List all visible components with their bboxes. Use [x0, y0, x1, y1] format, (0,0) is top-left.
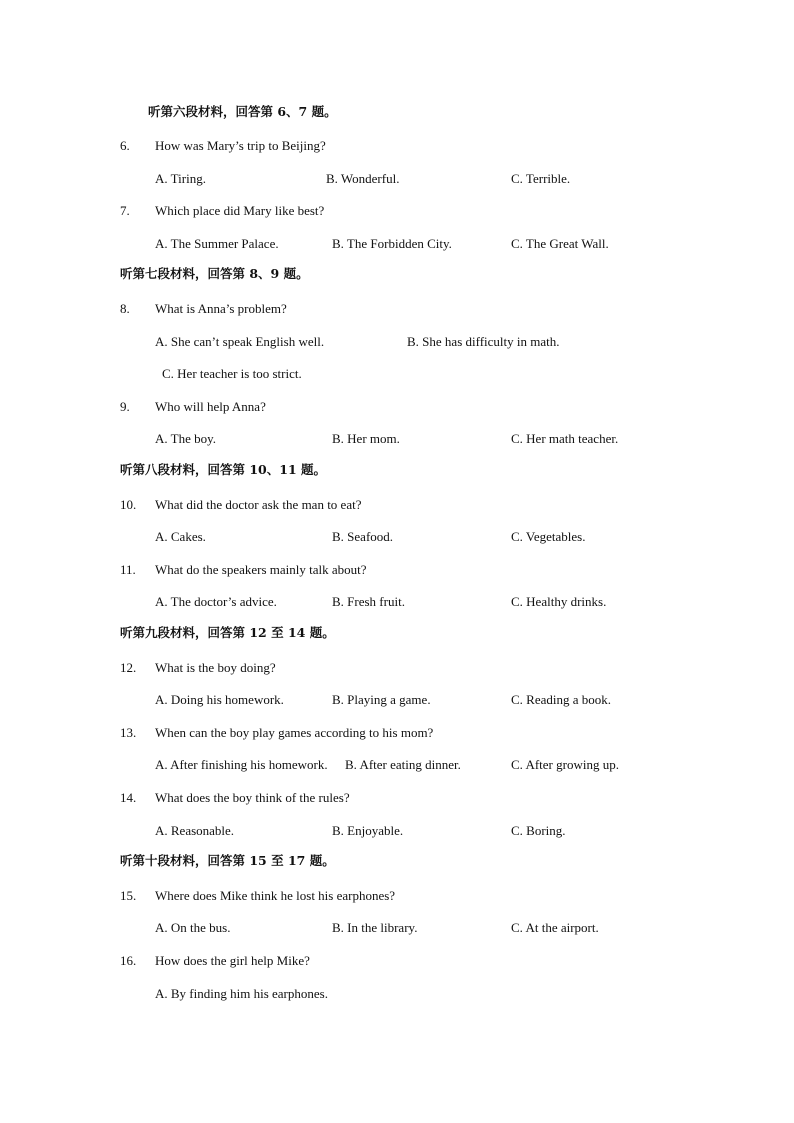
question-number: 6.	[120, 138, 130, 153]
question-number: 8.	[120, 301, 130, 316]
option-b: B. The Forbidden City.	[332, 236, 452, 251]
question-number: 13.	[120, 725, 137, 740]
question-text: What is the boy doing?	[155, 660, 276, 675]
option-c: C. Her math teacher.	[511, 431, 619, 446]
question-number: 16.	[120, 953, 137, 968]
option-b: B. Enjoyable.	[332, 823, 404, 838]
option-b: B. Playing a game.	[332, 692, 431, 707]
option-c: C. Boring.	[511, 823, 566, 838]
section-heading-8: 听第八段材料，回答第 10、11 题。	[120, 462, 326, 477]
option-c: C. Reading a book.	[511, 692, 612, 707]
option-c: C. Terrible.	[511, 171, 571, 186]
option-a: A. After finishing his homework.	[155, 757, 328, 772]
option-a: A. The doctor’s advice.	[155, 594, 277, 609]
question-text: Who will help Anna?	[155, 399, 266, 414]
option-a: A. Reasonable.	[155, 823, 235, 838]
option-b: B. In the library.	[332, 920, 418, 935]
option-a: A. On the bus.	[155, 920, 231, 935]
option-c: C. Healthy drinks.	[511, 594, 607, 609]
section-heading-9: 听第九段材料，回答第 12 至 14 题。	[120, 625, 335, 640]
question-text: What is Anna’s problem?	[155, 301, 287, 316]
question-number: 14.	[120, 790, 137, 805]
question-number: 15.	[120, 888, 137, 903]
question-text: What do the speakers mainly talk about?	[155, 562, 367, 577]
option-a: A. By finding him his earphones.	[155, 986, 328, 1001]
option-b: B. After eating dinner.	[345, 757, 461, 772]
option-c: C. The Great Wall.	[511, 236, 609, 251]
option-a: A. Cakes.	[155, 529, 206, 544]
question-number: 10.	[120, 497, 137, 512]
question-number: 9.	[120, 399, 130, 414]
question-number: 11.	[120, 562, 136, 577]
option-c: C. After growing up.	[511, 757, 619, 772]
option-a: A. Doing his homework.	[155, 692, 284, 707]
option-c: C. At the airport.	[511, 920, 599, 935]
option-b: B. Wonderful.	[326, 171, 400, 186]
question-text: When can the boy play games according to his mom?	[155, 725, 434, 740]
option-c: C. Vegetables.	[511, 529, 586, 544]
question-text: Which place did Mary like best?	[155, 203, 325, 218]
option-b: B. Fresh fruit.	[332, 594, 405, 609]
question-text: What did the doctor ask the man to eat?	[155, 497, 362, 512]
question-number: 7.	[120, 203, 130, 218]
question-text: How does the girl help Mike?	[155, 953, 310, 968]
question-text: What does the boy think of the rules?	[155, 790, 350, 805]
option-a: A. The Summer Palace.	[155, 236, 279, 251]
option-c: C. Her teacher is too strict.	[162, 366, 302, 381]
option-b: B. Her mom.	[332, 431, 400, 446]
question-number: 12.	[120, 660, 137, 675]
option-b: B. She has difficulty in math.	[407, 334, 560, 349]
option-a: A. She can’t speak English well.	[155, 334, 325, 349]
option-b: B. Seafood.	[332, 529, 394, 544]
section-heading-6: 听第六段材料，回答第 6、7 题。	[148, 104, 337, 119]
option-a: A. Tiring.	[155, 171, 206, 186]
option-a: A. The boy.	[155, 431, 217, 446]
question-text: How was Mary’s trip to Beijing?	[155, 138, 326, 153]
section-heading-10: 听第十段材料，回答第 15 至 17 题。	[120, 853, 335, 868]
question-text: Where does Mike think he lost his earphones?	[155, 888, 396, 903]
section-heading-7: 听第七段材料，回答第 8、9 题。	[120, 266, 309, 281]
